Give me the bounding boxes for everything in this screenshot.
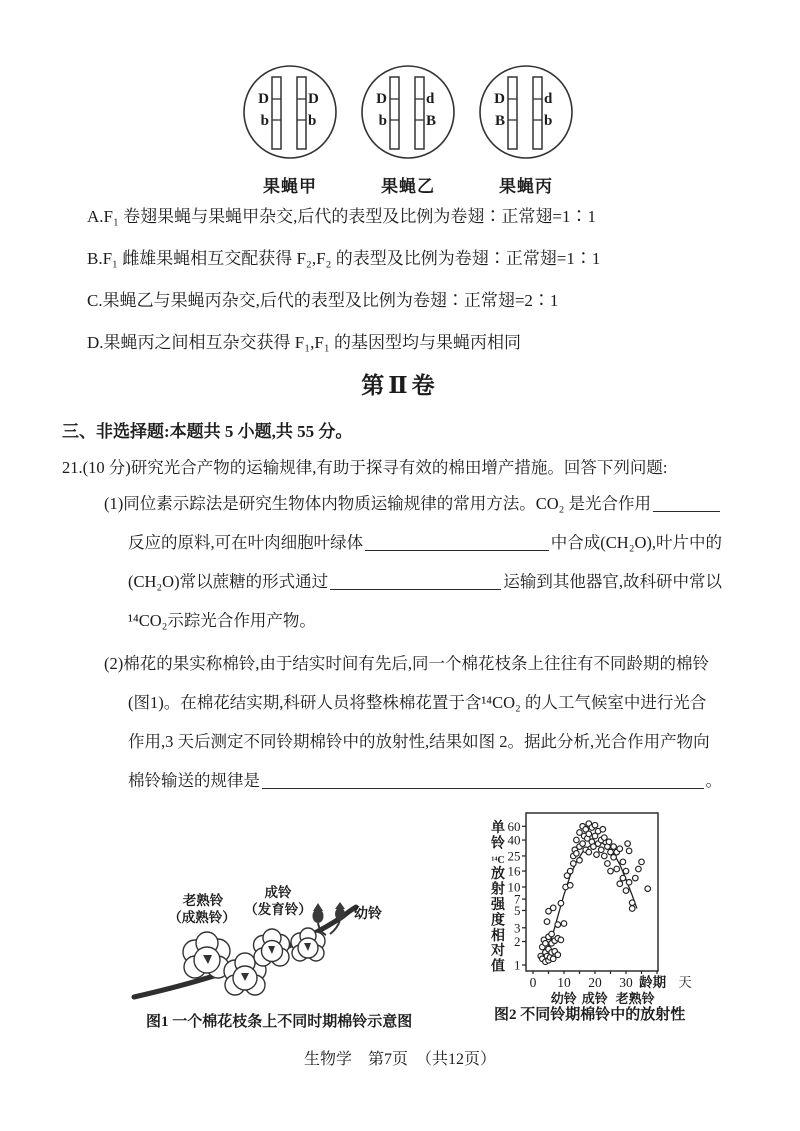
data-point xyxy=(623,868,629,874)
gene-label: D xyxy=(376,91,387,107)
fruit-fly-cell-svg xyxy=(242,64,338,160)
fruit-fly-cell-yi xyxy=(360,64,456,197)
y-axis-label-char: 单 xyxy=(491,821,505,836)
y-axis-label-char: 对 xyxy=(491,944,505,960)
data-point xyxy=(567,883,573,889)
data-point xyxy=(614,866,620,872)
chromosome-right xyxy=(415,77,424,149)
y-tick-label: 7 xyxy=(514,891,521,907)
data-point xyxy=(626,880,632,886)
data-point xyxy=(580,841,586,847)
y-tick-label: 40 xyxy=(507,832,521,848)
x-tick-label: 30 xyxy=(619,975,633,990)
line-text: 棉铃输送的规律是 xyxy=(128,771,260,790)
label-mature-boll: 老熟铃 xyxy=(182,893,224,908)
data-point xyxy=(620,875,626,881)
data-point xyxy=(633,875,639,881)
gene-label: d xyxy=(544,91,553,107)
data-point xyxy=(645,886,651,892)
line-text: 。 xyxy=(705,771,722,790)
cotton-boll-developing-2 xyxy=(291,928,325,961)
cell-outline xyxy=(244,66,336,158)
choice-d: D.果蝇丙之间相互杂交获得 F₁,F₁ 的基因型均与果蝇丙相同 xyxy=(87,333,522,352)
data-point xyxy=(611,855,617,861)
data-point xyxy=(574,837,580,843)
paragraph-line xyxy=(104,611,722,631)
cotton-boll-mature xyxy=(183,932,230,978)
fill-in-blank xyxy=(653,494,720,512)
gene-label: b xyxy=(378,113,387,129)
question-21-part-2 xyxy=(104,654,722,810)
x-tick-label: 0 xyxy=(529,975,537,990)
data-point xyxy=(574,851,580,857)
label-mature-boll-alt: （成熟铃） xyxy=(168,910,236,925)
data-point xyxy=(629,906,635,912)
line-text: (图1)。在棉花结实期,科研人员将整株棉花置于含¹⁴CO₂ 的人工气候室中进行光合 xyxy=(128,693,707,712)
paragraph-line xyxy=(104,533,722,553)
data-point xyxy=(625,841,631,847)
figure-2-radioactivity-plot xyxy=(484,810,764,1035)
data-point xyxy=(602,835,608,841)
data-point xyxy=(586,831,592,837)
paragraph-line xyxy=(104,693,722,713)
paragraph-line xyxy=(104,771,722,791)
cotton-branch-svg xyxy=(128,845,440,1003)
choice-a: A.F₁ 卷翅果蝇与果蝇甲杂交,后代的表型及比例为卷翅∶正常翅=1∶1 xyxy=(87,207,596,226)
question-21-part-1 xyxy=(104,494,722,650)
data-point xyxy=(602,853,608,859)
fly-name: 果蝇乙 xyxy=(381,177,435,196)
stage-label: 老熟铃 xyxy=(615,991,655,1006)
y-tick-label: 1 xyxy=(514,957,521,973)
fruit-fly-cell-bing xyxy=(478,64,574,197)
y-axis-label-char: 值 xyxy=(491,959,505,975)
fly-name: 果蝇甲 xyxy=(263,177,317,196)
data-point xyxy=(592,822,598,828)
y-axis-label-char: 放 xyxy=(491,867,505,883)
x-tick-label: 20 xyxy=(588,975,602,990)
paragraph-line xyxy=(104,572,722,592)
fruit-fly-cell-jia xyxy=(242,64,338,197)
line-text: ¹⁴CO₂示踪光合作用产物。 xyxy=(128,611,316,630)
data-point xyxy=(567,868,573,874)
stage-label: 幼铃 xyxy=(550,991,577,1006)
data-point xyxy=(550,905,556,911)
line-text: 中合成(CH₂O),叶片中的 xyxy=(550,533,722,552)
question-21-intro: 21.(10 分)研究光合产物的运输规律,有助于探寻有效的棉田增产措施。回答下列问题: xyxy=(62,458,668,477)
fruit-fly-cell-svg xyxy=(478,64,574,160)
y-axis-label-char: 强 xyxy=(491,898,505,913)
y-tick-label: 10 xyxy=(507,879,521,895)
data-point xyxy=(543,941,549,947)
data-point xyxy=(623,888,629,894)
data-point xyxy=(605,861,611,867)
chromosome-right xyxy=(297,77,306,149)
scatter-plot-svg xyxy=(484,810,699,1006)
figure-1-cotton-branch xyxy=(128,845,440,1031)
gene-label: b xyxy=(260,113,269,129)
line-text: 运输到其他器官,故科研中常以 xyxy=(503,572,722,591)
data-point xyxy=(629,900,635,906)
fruit-fly-diagram xyxy=(242,64,582,197)
data-point xyxy=(617,881,623,887)
label-developing-boll: 成铃 xyxy=(264,885,292,900)
line-text: (2)棉花的果实称棉铃,由于结实时间有先后,同一个棉花枝条上往往有不同龄期的棉铃 xyxy=(104,654,709,673)
y-axis-label-char: 相 xyxy=(491,928,505,944)
data-point xyxy=(558,900,564,906)
fruit-fly-cell-svg xyxy=(360,64,456,160)
paragraph-line xyxy=(104,494,722,514)
y-axis-label-char: 度 xyxy=(491,913,505,929)
choice-c: C.果蝇乙与果蝇丙杂交,后代的表型及比例为卷翅∶正常翅=2∶1 xyxy=(87,291,559,310)
y-tick-label: 16 xyxy=(507,863,521,879)
section-3-instructions: 三、非选择题:本题共 5 小题,共 55 分。 xyxy=(62,422,353,441)
gene-label: D xyxy=(308,91,319,107)
page-footer: 生物学 第7页 （共12页） xyxy=(303,1051,496,1068)
data-point xyxy=(586,849,592,855)
data-point xyxy=(544,919,550,925)
data-point xyxy=(598,847,604,853)
gene-label: B xyxy=(494,113,505,129)
gene-label: b xyxy=(308,113,317,129)
fill-in-blank xyxy=(365,533,549,551)
chromosome-right xyxy=(533,77,542,149)
line-text: 作用,3 天后测定不同铃期棉铃中的放射性,结果如图 2。据此分析,光合作用产物向 xyxy=(128,732,710,751)
cell-outline xyxy=(480,66,572,158)
line-text: 反应的原料,可在叶肉细胞叶绿体 xyxy=(128,533,364,552)
gene-label: D xyxy=(494,91,505,107)
y-tick-label: 25 xyxy=(507,848,521,864)
data-point xyxy=(561,921,567,927)
data-point xyxy=(636,866,642,872)
chromosome-left xyxy=(508,77,517,149)
x-tick-label: 10 xyxy=(557,975,571,990)
data-point xyxy=(608,849,614,855)
chromosome-left xyxy=(390,77,399,149)
data-point xyxy=(611,844,617,850)
gene-label: b xyxy=(544,113,553,129)
y-tick-label: 2 xyxy=(514,934,521,950)
data-point xyxy=(555,922,561,928)
label-young-boll: 幼铃 xyxy=(354,907,382,922)
cotton-boll-developing xyxy=(254,929,290,966)
fill-in-blank xyxy=(330,572,501,590)
x-axis-unit: 天 xyxy=(678,975,692,990)
cell-outline xyxy=(362,66,454,158)
choice-b: B.F₁ 雌雄果蝇相互交配获得 F₂,F₂ 的表型及比例为卷翅∶正常翅=1∶1 xyxy=(87,249,601,268)
data-point xyxy=(558,937,564,943)
y-tick-label: 5 xyxy=(514,902,521,918)
answer-choices xyxy=(87,207,737,375)
line-text: (CH₂O)常以蔗糖的形式通过 xyxy=(128,572,329,591)
figure-2-caption: 图2 不同铃期棉铃中的放射性 xyxy=(494,1007,686,1023)
chromosome-left xyxy=(272,77,281,149)
paragraph-line xyxy=(104,732,722,752)
data-point xyxy=(626,848,632,854)
gene-label: B xyxy=(426,113,437,129)
y-tick-label: 3 xyxy=(514,920,521,936)
data-point xyxy=(577,858,583,864)
data-point xyxy=(600,827,606,833)
gene-label: D xyxy=(258,91,269,107)
fill-in-blank xyxy=(262,771,704,789)
x-axis-label: 龄期 xyxy=(639,975,667,990)
y-axis-label-char: 射 xyxy=(491,882,505,898)
data-point xyxy=(571,861,577,867)
figure-1-caption: 图1 一个棉花枝条上不同时期棉铃示意图 xyxy=(146,1014,413,1030)
y-axis-label-char: ¹⁴C xyxy=(491,854,505,866)
y-axis-label-char: 铃 xyxy=(491,836,505,852)
y-tick-label: 60 xyxy=(507,818,521,834)
data-point xyxy=(555,952,561,958)
data-point xyxy=(549,931,555,937)
data-point xyxy=(620,859,626,865)
gene-label: d xyxy=(426,91,435,107)
stage-label: 成铃 xyxy=(581,991,608,1006)
volume-2-title: 第Ⅱ卷 xyxy=(361,373,439,398)
data-point xyxy=(608,868,614,874)
fly-name: 果蝇丙 xyxy=(499,177,553,196)
data-point xyxy=(606,839,612,845)
line-text: (1)同位素示踪法是研究生物体内物质运输规律的常用方法。CO₂ 是光合作用 xyxy=(104,494,652,513)
data-point xyxy=(617,846,623,852)
data-point xyxy=(594,852,600,858)
label-developing-boll-alt: （发育铃） xyxy=(244,902,312,917)
paragraph-line xyxy=(104,654,722,674)
data-point xyxy=(639,859,645,865)
